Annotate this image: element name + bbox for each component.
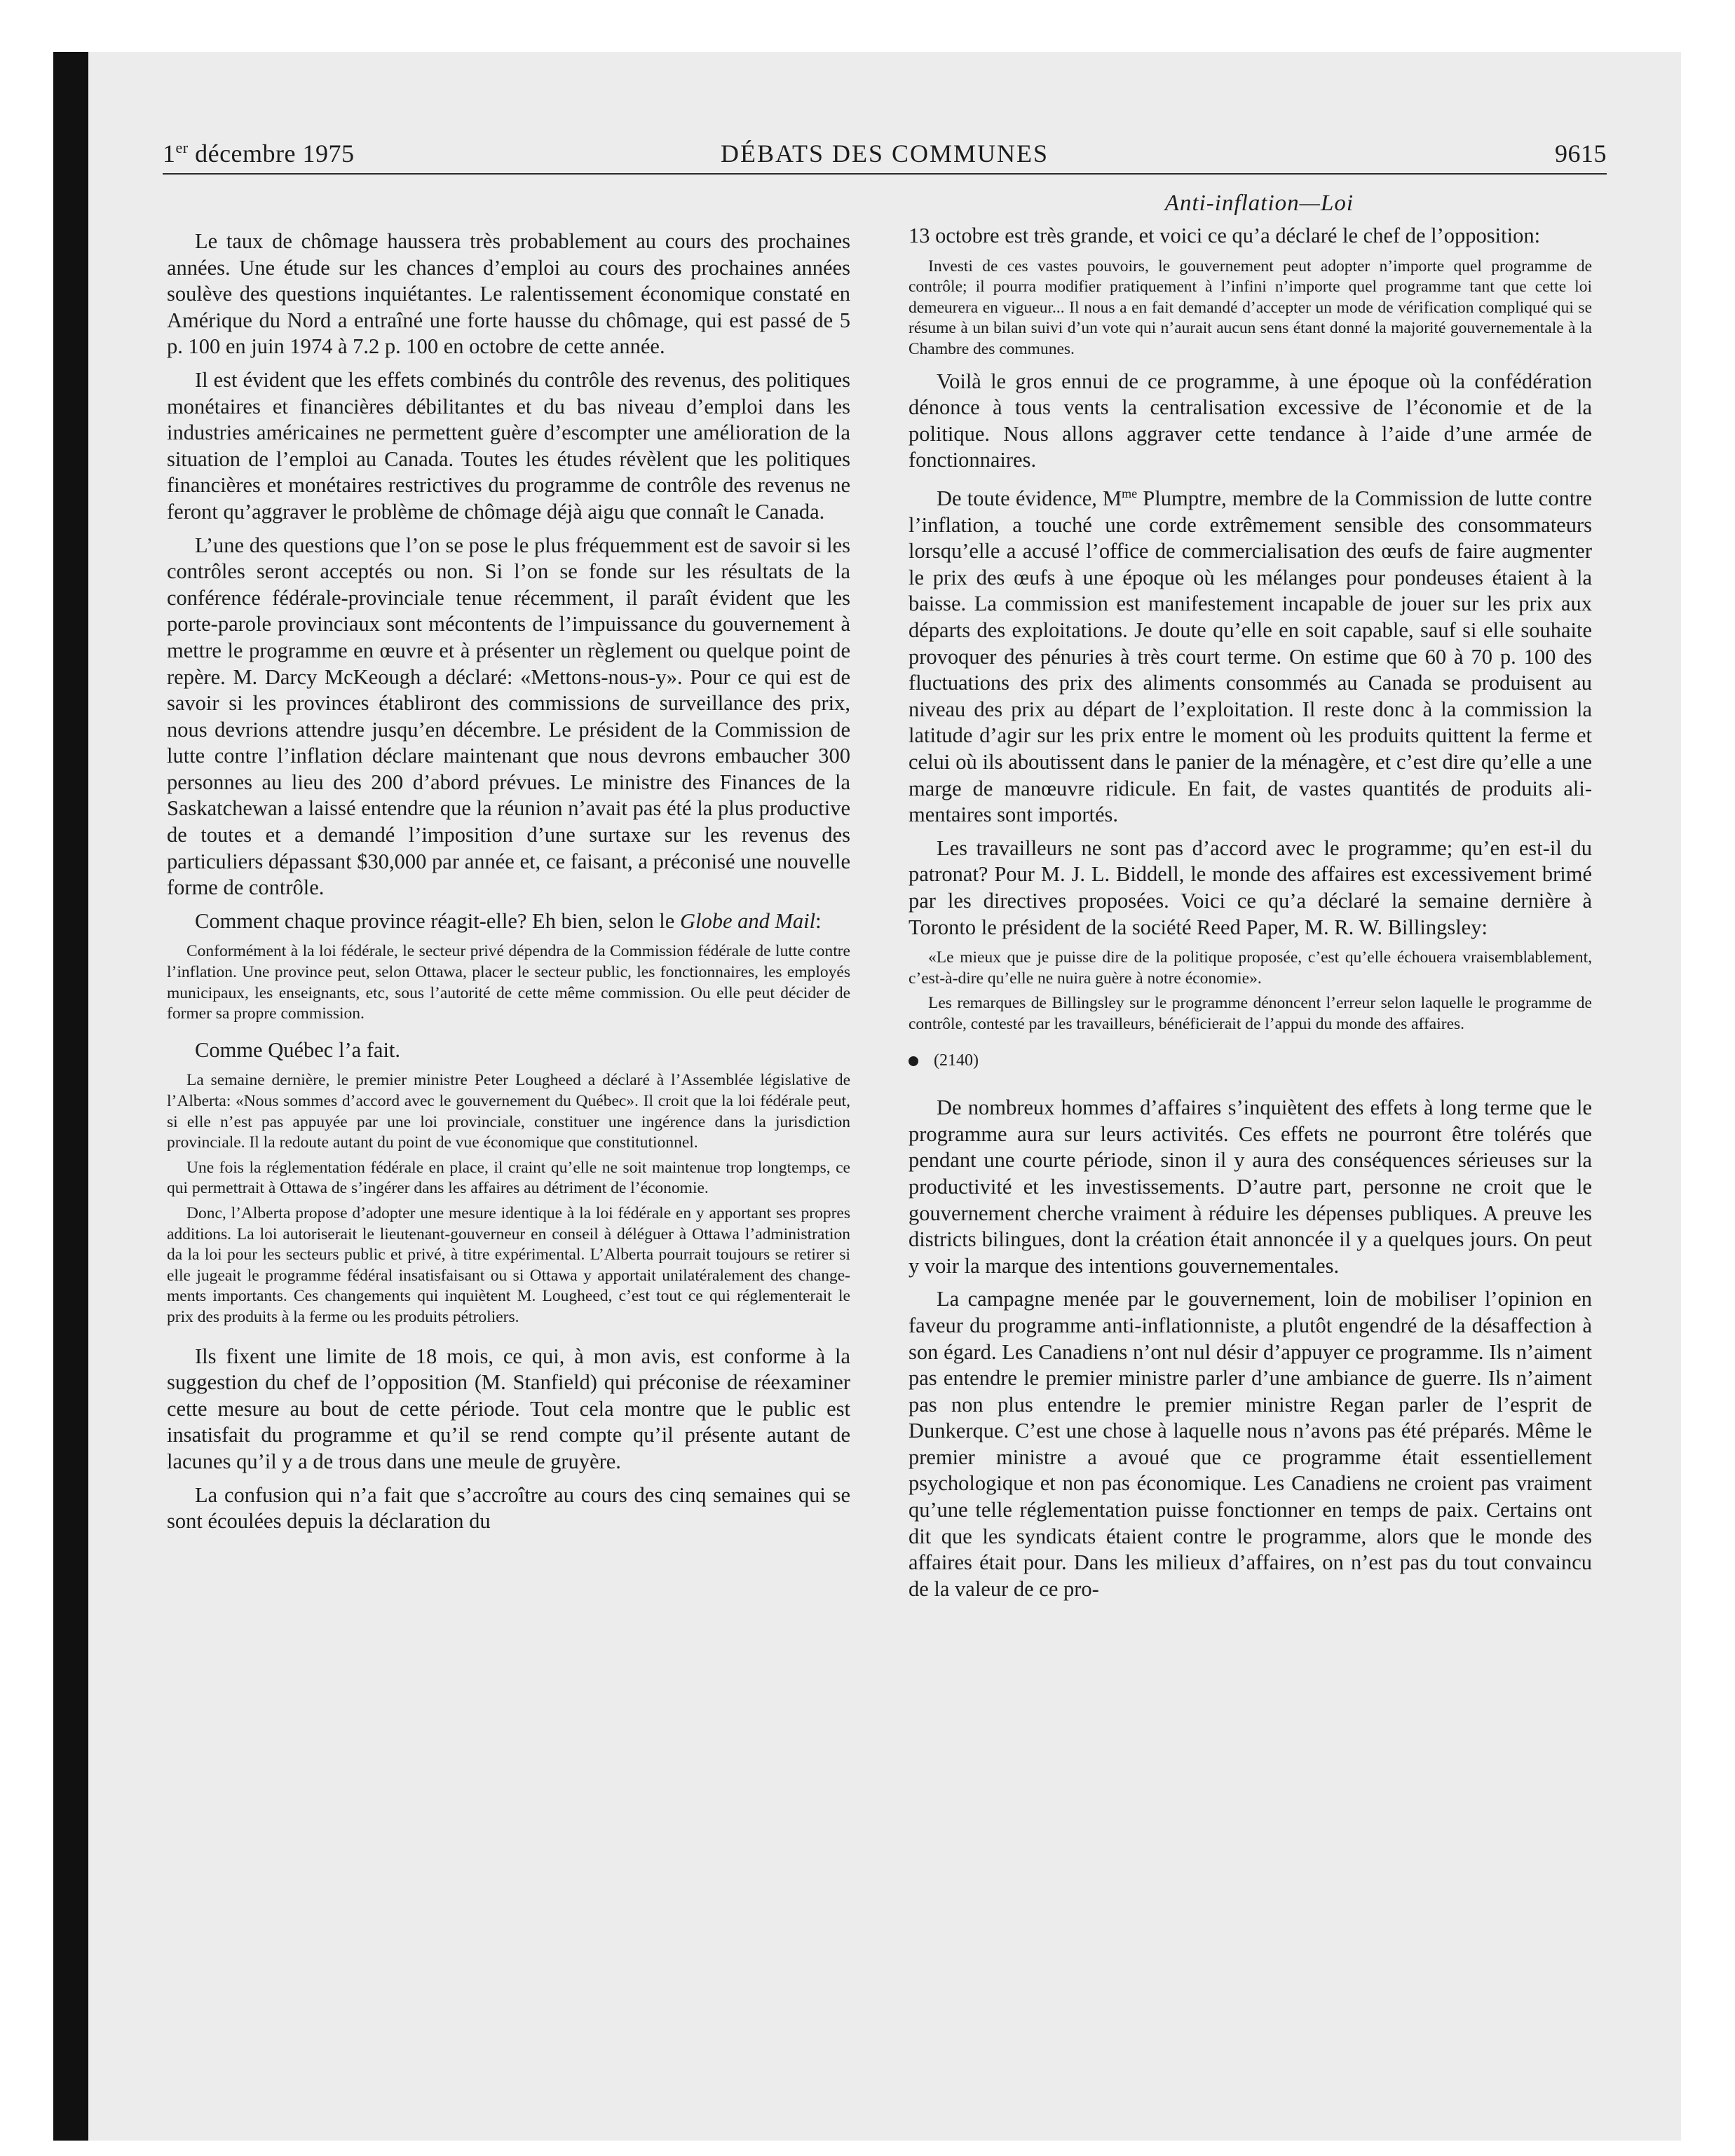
paragraph: 13 octobre est très grande, et voici ce qu’a déclaré le chef de l’opposition: — [909, 224, 1541, 247]
paragraph: Ils fixent une limite de 18 mois, ce qui, à mon avis, est conforme à la suggestion du chef de l’opposition (M. Stanfield) qui préconise de réexaminer cette mesure au bout de cette période. Tout cela montre que le public est insatisfait du programme et qu’il se rend compte qu’il présente autant de lacunes qu’il y a de trous dans une meule de gruyère. — [167, 1344, 850, 1473]
block-quote: Conformément à la loi fédérale, le secteur privé dépendra de la Commission fédérale de lutte contre l’inflation. Une province peut, selon Ottawa, placer le secteur public, les fonctionnaires, les employés municipaux, les enseignants, etc, sous l’autorité de cette même commission. Ou elle peut décider de former sa propre commission. — [167, 942, 850, 1023]
paragraph: Il est évident que les effets combinés du contrôle des revenus, des politiques monétaires et financières débilitantes et du bas niveau d’emploi dans les industries américaines ne permettent guère d’escompter une amélioration de la situation de l’emploi au Canada. Toutes les études révèlent que les politiques financières et monétaires restrictives du programme de contrôle des revenus ne feront qu’aggraver le problème de chômage déjà aigu que connaît le Canada. — [167, 367, 850, 524]
page-number: 9615 — [1555, 139, 1607, 168]
paragraph: Comment chaque province réagit-elle? Eh bien, selon le Globe and Mail: — [195, 908, 822, 933]
paragraph: La confusion qui n’a fait que s’accroître au cours des cinq semaines qui se sont écoulées depuis la déclaration du — [167, 1482, 850, 1534]
running-title: Anti-inflation—Loi — [1164, 191, 1354, 216]
block-quote: Investi de ces vastes pouvoirs, le gouvernement peut adopter n’importe quel programme de contrôle; il pourra modifier pratiquement à l’infini n’importe quel programme tant que cette loi demeurera en vigueur... Il nous a en fait demandé d’accepter un mode de vérification compliqué qui se résume à un bilan suivi d’un vote qui n’aurait aucun sens étant donné la majorité gouvernementale à la Chambre des communes. — [909, 257, 1592, 358]
paragraph: Comme Québec l’a fait. — [195, 1037, 401, 1062]
right-column — [909, 189, 1592, 1609]
scan-dark-edge — [53, 52, 88, 2141]
header-date: 1er décembre 1975 — [163, 139, 355, 168]
paragraph: Voilà le gros ennui de ce programme, à une époque où la confédération dénonce à tous vents la centralisation excessive de l’économie et de la politique. Nous allons aggraver cette tendance à l’aide d’une armée de fonctionnaires. — [909, 369, 1592, 472]
paragraph: Le taux de chômage haussera très probablement au cours des prochaines années. Une étude sur les chances d’emploi au cours des prochaines années soulève des questions inquiétantes. Le ralentissement économique constaté en Amérique du Nord a entraîné une forte hausse du chômage, qui est passé de 5 p. 100 en juin 1974 à 7.2 p. 100 en octobre de cette année. — [167, 229, 850, 359]
block-quote: Une fois la réglementation fédérale en place, il craint qu’elle ne soit maintenue trop longtemps, ce qui permettrait à Ottawa de s’ingérer dans les affaires au détriment de l’économie. — [167, 1158, 850, 1198]
paragraph: De toute évidence, $M^{me}$ Plumptre, membre de la Commission de lutte contre l’inflation, a touché une corde extrêmement sensible des consommateurs lorsqu’elle a accusé l’office de commercialisation des œufs de faire augmenter le prix des œufs à une époque où les mélanges pour pondeuses étaient à la baisse. La commission est manifestement incapable de jouer sur les prix aux départs des exploitations. Je doute qu’elle en soit capable, sauf si elle souhaite provoquer des pénuries à très court terme. On estime que 60 à 70 p. 100 des fluctuations des prix des aliments consommés au Canada se produisent au niveau des prix au départ de l’exploitation. Il reste donc à la commission la latitude d’agir sur les prix entre le moment où les produits quittent la ferme et celui où ils aboutissent dans le panier de la ménagère, et c’est dire qu’elle a une marge de manœuvre ridicule. En fait, de vastes quantités de produits alimentaires sont importés. — [909, 486, 1592, 827]
paragraph: Les travailleurs ne sont pas d’accord avec le programme; qu’en est-il du patronat? Pour M. J. L. Biddell, le monde des affaires est excessivement brimé par les directives proposées. Voici ce qu’a déclaré la semaine dernière à Toronto le président de la société Reed Paper, M. R. W. Billingsley: — [909, 835, 1592, 939]
block-quote: «Le mieux que je puisse dire de la politique proposée, c’est qu’elle échouera vraisemblablement, c’est-à-dire qu’elle ne nuira guère à notre économie». — [909, 948, 1592, 988]
block-quote: La semaine dernière, le premier ministre Peter Lougheed a déclaré à l’Assemblée législative de l’Alberta: «Nous sommes d’accord avec le gouvernement du Québec». Il croit que la loi fédérale peut, si elle n’est pas appuyée par une loi provinciale, constituer une ingérence dans la jurisdiction provinciale. Il la redoute autant du point de vue économique que constitutionnel. — [167, 1071, 850, 1152]
block-quote: Donc, l’Alberta propose d’adopter une mesure identique à la loi fédérale en y apportant ses propres additions. La loi autoriserait le lieutenant-gouverneur en conseil à déléguer à Ottawa l’administration da la loi pour les secteurs public et privé, à titre expérimental. L’Alberta pourrait toujours se retirer si elle jugeait le programme fédéral insatisfaisant ou si Ottawa y apportait unilatéralement des changements importants. Ces changements qui inquiètent M. Lougheed, c’est tout ce qui réglementerait le prix des produits à la ferme ou les produits pétroliers. — [167, 1203, 850, 1326]
page-header — [163, 139, 1607, 174]
newspaper-title: Globe and Mail — [679, 908, 816, 933]
paragraph: L’une des questions que l’on se pose le plus fréquemment est de savoir si les contrôles seront acceptés ou non. Si l’on se fonde sur les résultats de la conférence fédérale-provinciale tenue récemment, il paraît évident que les porte-parole provinciaux sont mécontents de l’impuissance du gouvernement à mettre le programme en œuvre et à présenter un règlement ou quelque point de repère. M. Darcy McKeough a déclaré: «Mettons-nous-y». Pour ce qui est de savoir si les provinces établiront des commissions de surveillance des prix, nous devrions attendre jusqu’en décembre. Le président de la Commission de lutte contre l’inflation déclare maintenant que nous devrons embaucher 300 personnes au lieu des 200 d’abord prévues. Le ministre des Finances de la Saskatchewan a laissé entendre que la réunion n’avait pas été la plus productive de toutes et a demandé l’imposition d’une surtaxe sur les revenus des particuliers dépassant $30,000 par année et, ce faisant, a préconisé une nouvelle forme de contrôle. — [167, 533, 850, 900]
left-column — [167, 228, 850, 1542]
header-rule — [163, 173, 1607, 175]
block-quote: Les remarques de Billingsley sur le programme dénoncent l’erreur selon laquelle le programme de contrôle, contesté par les travailleurs, bénéficierait de l’appui du monde des affaires. — [909, 994, 1592, 1033]
paragraph: De nombreux hommes d’affaires s’inquiètent des effets à long terme que le programme aura sur leurs activités. Ces effets ne pourront être tolérés que pendant une courte période, sinon il y aura des conséquences sérieuses sur la productivité et les investissements. D’autre part, personne ne croit que le gouvernement cherche vraiment à réduire les dépenses publiques. A preuve les districts bilingues, dont la création était annoncée il y a quelques jours. On peut y voir la marque des intentions gouvernementales. — [909, 1096, 1592, 1278]
paragraph: La campagne menée par le gouvernement, loin de mobiliser l’opinion en faveur du programme anti-inflationniste, a plutôt engendré de la désaffection à son égard. Les Canadiens n’ont nul désir d’appuyer ce programme. Ils n’aiment pas entendre le premier ministre parler d’une ambiance de guerre. Ils n’aiment pas non plus entendre le premier ministre Regan parler de l’esprit de Dunkerque. C’est une chose à laquelle nous n’avons pas été préparés. Même le premier ministre a avoué que ce programme était essentiellement psychologique et non pas économique. Les Canadiens ne croient pas vraiment qu’une telle réglementation puisse fonctionner en temps de paix. Certains ont dit que les syndicats étaient contre le programme, alors que le monde des affaires était pour. Dans les milieux d’affaires, on n’est pas du tout convaincu de la valeur de ce pro- — [909, 1287, 1592, 1601]
time-marker: (2140) — [909, 1048, 1592, 1074]
header-title: DÉBATS DES COMMUNES — [720, 139, 1049, 168]
bullet-icon — [909, 1056, 918, 1066]
